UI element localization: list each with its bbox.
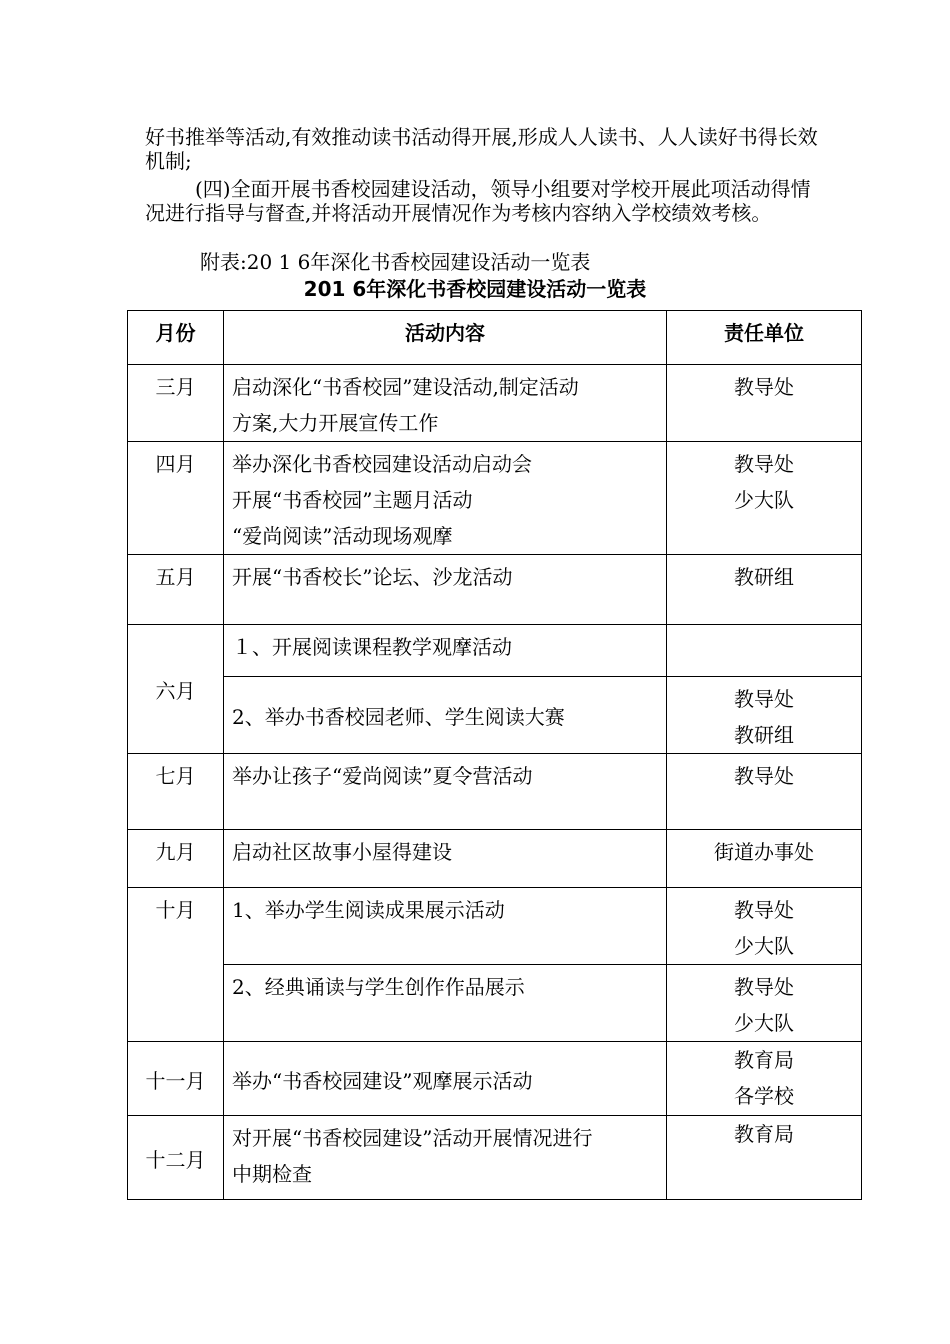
unit-cell bbox=[667, 965, 862, 1042]
paragraph-section-four-first: (四)全面开展书香校园建设活动，领导小组要对学校开展此项 bbox=[195, 177, 731, 201]
table-row bbox=[128, 365, 862, 442]
content-cell bbox=[224, 1116, 667, 1200]
content-line: 对开展“书香校园建设”活动开展情况进行 bbox=[232, 1126, 593, 1150]
unit-line: 街道办事处 bbox=[714, 840, 814, 864]
content-line: 1、举办学生阅读成果展示活动 bbox=[232, 898, 505, 922]
unit-line: 教育局 bbox=[734, 1048, 794, 1072]
unit-line: 教研组 bbox=[734, 723, 794, 747]
table-title: 201 6年深化书香校园建设活动一览表 bbox=[303, 277, 647, 301]
month-cell: 四月 bbox=[128, 442, 224, 555]
table-row bbox=[128, 965, 862, 1042]
unit-cell bbox=[667, 888, 862, 965]
attachment-note: 附表:20 1 6年深化书香校园建设活动一览表 bbox=[200, 250, 591, 274]
content-line: 举办深化书香校园建设活动启动会 bbox=[232, 452, 532, 476]
content-cell bbox=[224, 442, 667, 555]
unit-cell bbox=[667, 1042, 862, 1116]
header-content: 活动内容 bbox=[224, 311, 667, 365]
unit-line: 教导处 bbox=[734, 375, 794, 399]
content-cell bbox=[224, 365, 667, 442]
month-cell: 三月 bbox=[128, 365, 224, 442]
table-row bbox=[128, 1116, 862, 1200]
unit-line: 少大队 bbox=[734, 488, 794, 512]
table-row bbox=[128, 888, 862, 965]
unit-line: 教导处 bbox=[734, 687, 794, 711]
month-cell: 五月 bbox=[128, 555, 224, 625]
month-cell: 六月 bbox=[128, 625, 224, 754]
content-line: 2、举办书香校园老师、学生阅读大赛 bbox=[232, 705, 565, 729]
unit-cell bbox=[667, 625, 862, 677]
unit-cell bbox=[667, 365, 862, 442]
content-line: １、开展阅读课程教学观摩活动 bbox=[232, 635, 512, 659]
month-cell: 七月 bbox=[128, 754, 224, 830]
content-cell bbox=[224, 888, 667, 965]
unit-cell bbox=[667, 442, 862, 555]
unit-cell bbox=[667, 1116, 862, 1200]
unit-line: 少大队 bbox=[734, 1011, 794, 1035]
table-row bbox=[128, 1042, 862, 1116]
unit-line: 教导处 bbox=[734, 975, 794, 999]
content-cell bbox=[224, 1042, 667, 1116]
table-row bbox=[128, 830, 862, 888]
content-line: 开展“书香校园”主题月活动 bbox=[232, 488, 473, 512]
content-line: 举办“书香校园建设”观摩展示活动 bbox=[232, 1068, 533, 1093]
content-cell bbox=[224, 965, 667, 1042]
unit-line: 教研组 bbox=[734, 565, 794, 589]
content-line: 方案,大力开展宣传工作 bbox=[232, 411, 439, 435]
unit-line: 教育局 bbox=[734, 1122, 794, 1146]
content-cell bbox=[224, 754, 667, 830]
content-line: 中期检查 bbox=[232, 1162, 312, 1186]
paragraph-section-four-rest: 活动得情况进行指导与督查,并将活动开展情况作为考核内容纳入学校绩效考核。 bbox=[145, 177, 811, 225]
table-header-row bbox=[128, 311, 862, 365]
month-cell: 九月 bbox=[128, 830, 224, 888]
content-line: 2、经典诵读与学生创作作品展示 bbox=[232, 975, 525, 999]
paragraph-reading-mechanism: 好书推举等活动,有效推动读书活动得开展,形成人人读书、人人读好书得长效机制; bbox=[145, 125, 818, 173]
unit-line: 教导处 bbox=[734, 452, 794, 476]
content-cell bbox=[224, 677, 667, 754]
unit-line: 少大队 bbox=[734, 934, 794, 958]
month-cell: 十月 bbox=[128, 888, 224, 1042]
content-line: 开展“书香校长”论坛、沙龙活动 bbox=[232, 565, 513, 589]
unit-line: 各学校 bbox=[734, 1084, 794, 1108]
content-cell bbox=[224, 625, 667, 677]
unit-cell bbox=[667, 677, 862, 754]
table-row bbox=[128, 754, 862, 830]
paragraph-section-four bbox=[145, 177, 825, 225]
unit-cell bbox=[667, 830, 862, 888]
header-unit: 责任单位 bbox=[667, 311, 862, 365]
unit-cell bbox=[667, 555, 862, 625]
content-cell bbox=[224, 555, 667, 625]
unit-line: 教导处 bbox=[734, 898, 794, 922]
content-line: 举办让孩子“爱尚阅读”夏令营活动 bbox=[232, 764, 533, 788]
unit-cell bbox=[667, 754, 862, 830]
content-line: 启动深化“书香校园”建设活动,制定活动 bbox=[232, 375, 579, 399]
table-row bbox=[128, 442, 862, 555]
month-cell: 十一月 bbox=[128, 1042, 224, 1116]
unit-line: 教导处 bbox=[734, 764, 794, 788]
table-row bbox=[128, 625, 862, 677]
table-row bbox=[128, 677, 862, 754]
content-cell bbox=[224, 830, 667, 888]
content-line: 启动社区故事小屋得建设 bbox=[232, 840, 452, 864]
header-month: 月份 bbox=[128, 311, 224, 365]
content-line: “爱尚阅读”活动现场观摩 bbox=[232, 524, 453, 548]
table-row bbox=[128, 555, 862, 625]
activity-table bbox=[127, 310, 862, 1200]
month-cell: 十二月 bbox=[128, 1116, 224, 1200]
